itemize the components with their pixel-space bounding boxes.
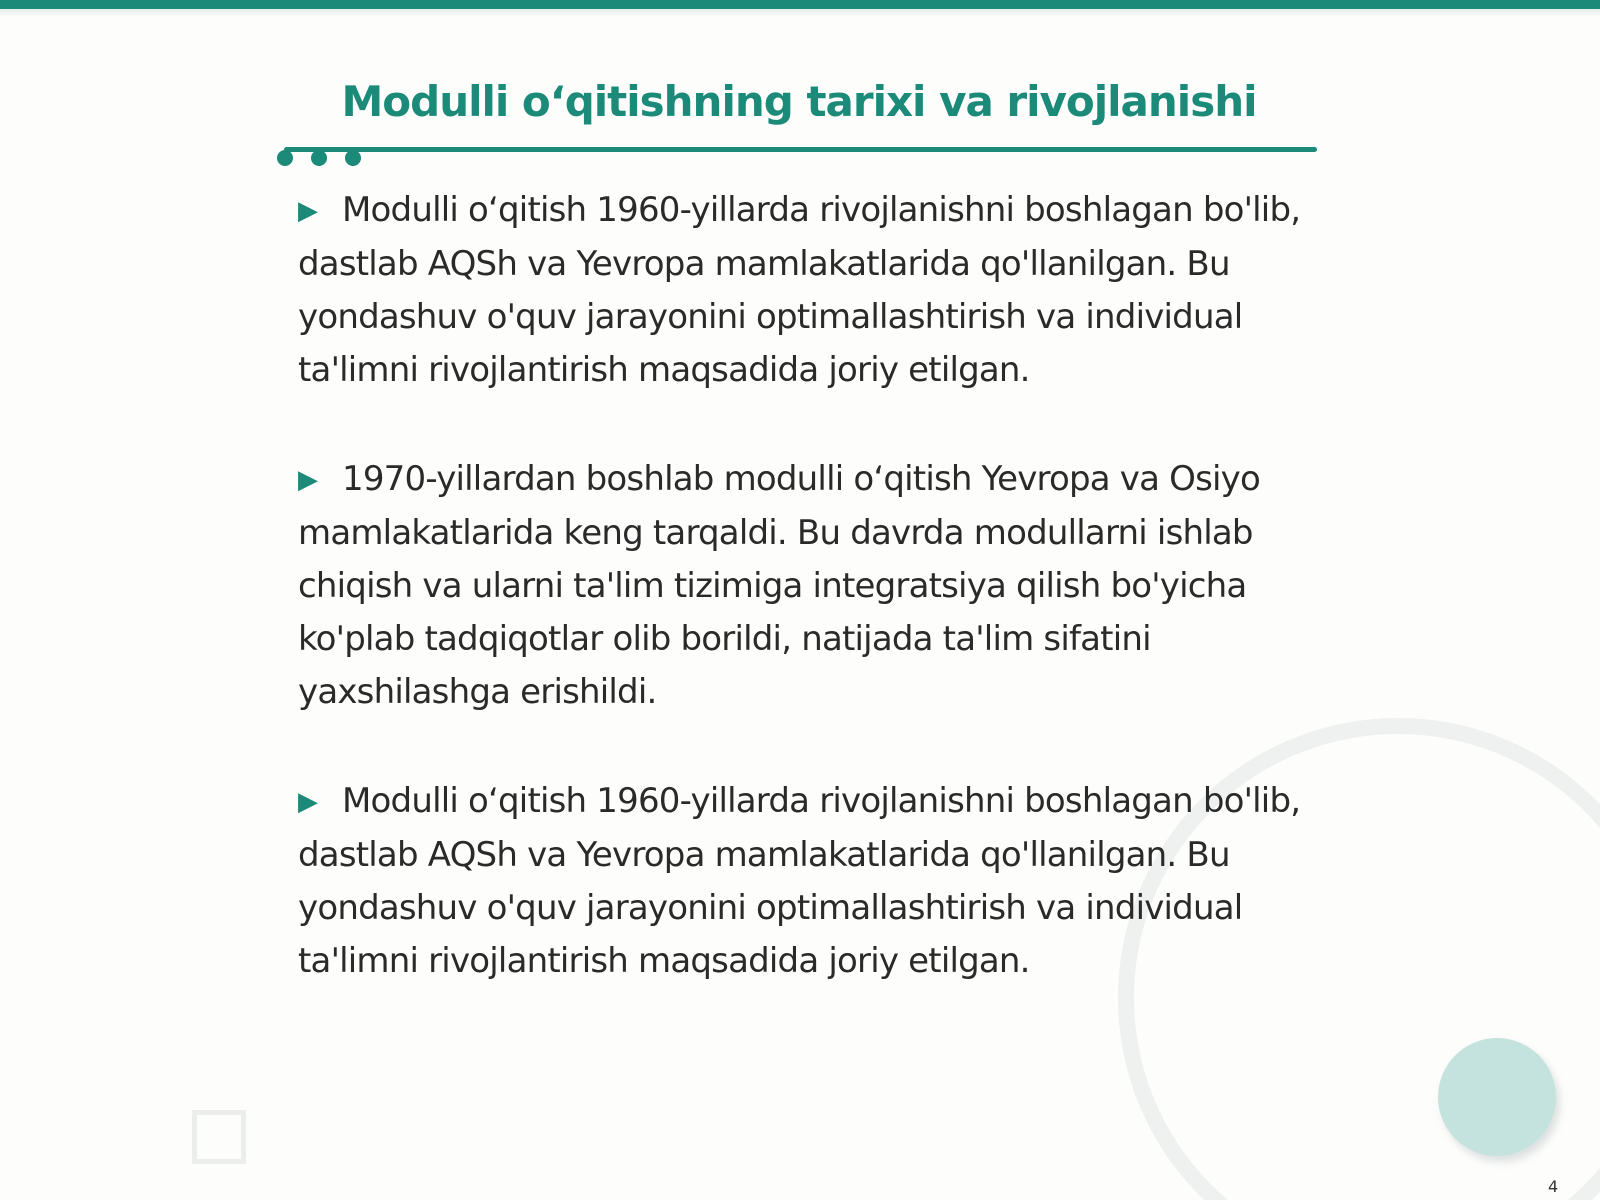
slide-title: Modulli o‘qitishning tarixi va rivojlanishi [341,77,1257,126]
bullet-item-2 [298,453,1308,719]
triangle-bullet-icon: ▶ [298,196,318,226]
title-dot-1 [277,150,293,166]
bullet-text-3: Modulli o‘qitish 1960-yillarda rivojlanishni boshlagan bo'lib, dastlab AQSh va Yevropa mamlakatlarida qo'llanilgan. Bu yondashuv o'quv jarayonini optimallashtirish va individual ta'limni rivojlantirish maqsadida joriy etilgan. [298,781,1301,981]
top-accent-bar [0,0,1600,9]
top-bar-shadow [0,9,1600,17]
decorative-square [192,1110,246,1164]
bullet-text-2: 1970-yillardan boshlab modulli o‘qitish Yevropa va Osiyo mamlakatlarida keng tarqaldi. Bu davrda modullarni ishlab chiqish va ularni ta'lim tizimiga integratsiya qilish bo'yicha ko'plab tadqiqotlar olib borildi, natijada ta'lim sifatini yaxshilashga erishildi. [298,459,1261,712]
triangle-bullet-icon: ▶ [298,787,318,817]
bullet-list [298,184,1308,1044]
title-dot-2 [311,150,327,166]
title-dot-3 [345,150,361,166]
title-underline [284,147,1317,152]
triangle-bullet-icon: ▶ [298,465,318,495]
decorative-circle [1438,1038,1556,1156]
bullet-item-3 [298,775,1308,988]
bullet-text-1: Modulli o‘qitish 1960-yillarda rivojlanishni boshlagan bo'lib, dastlab AQSh va Yevropa mamlakatlarida qo'llanilgan. Bu yondashuv o'quv jarayonini optimallashtirish va individual ta'limni rivojlantirish maqsadida joriy etilgan. [298,190,1301,390]
bullet-item-1 [298,184,1308,397]
page-number: 4 [1548,1177,1559,1196]
